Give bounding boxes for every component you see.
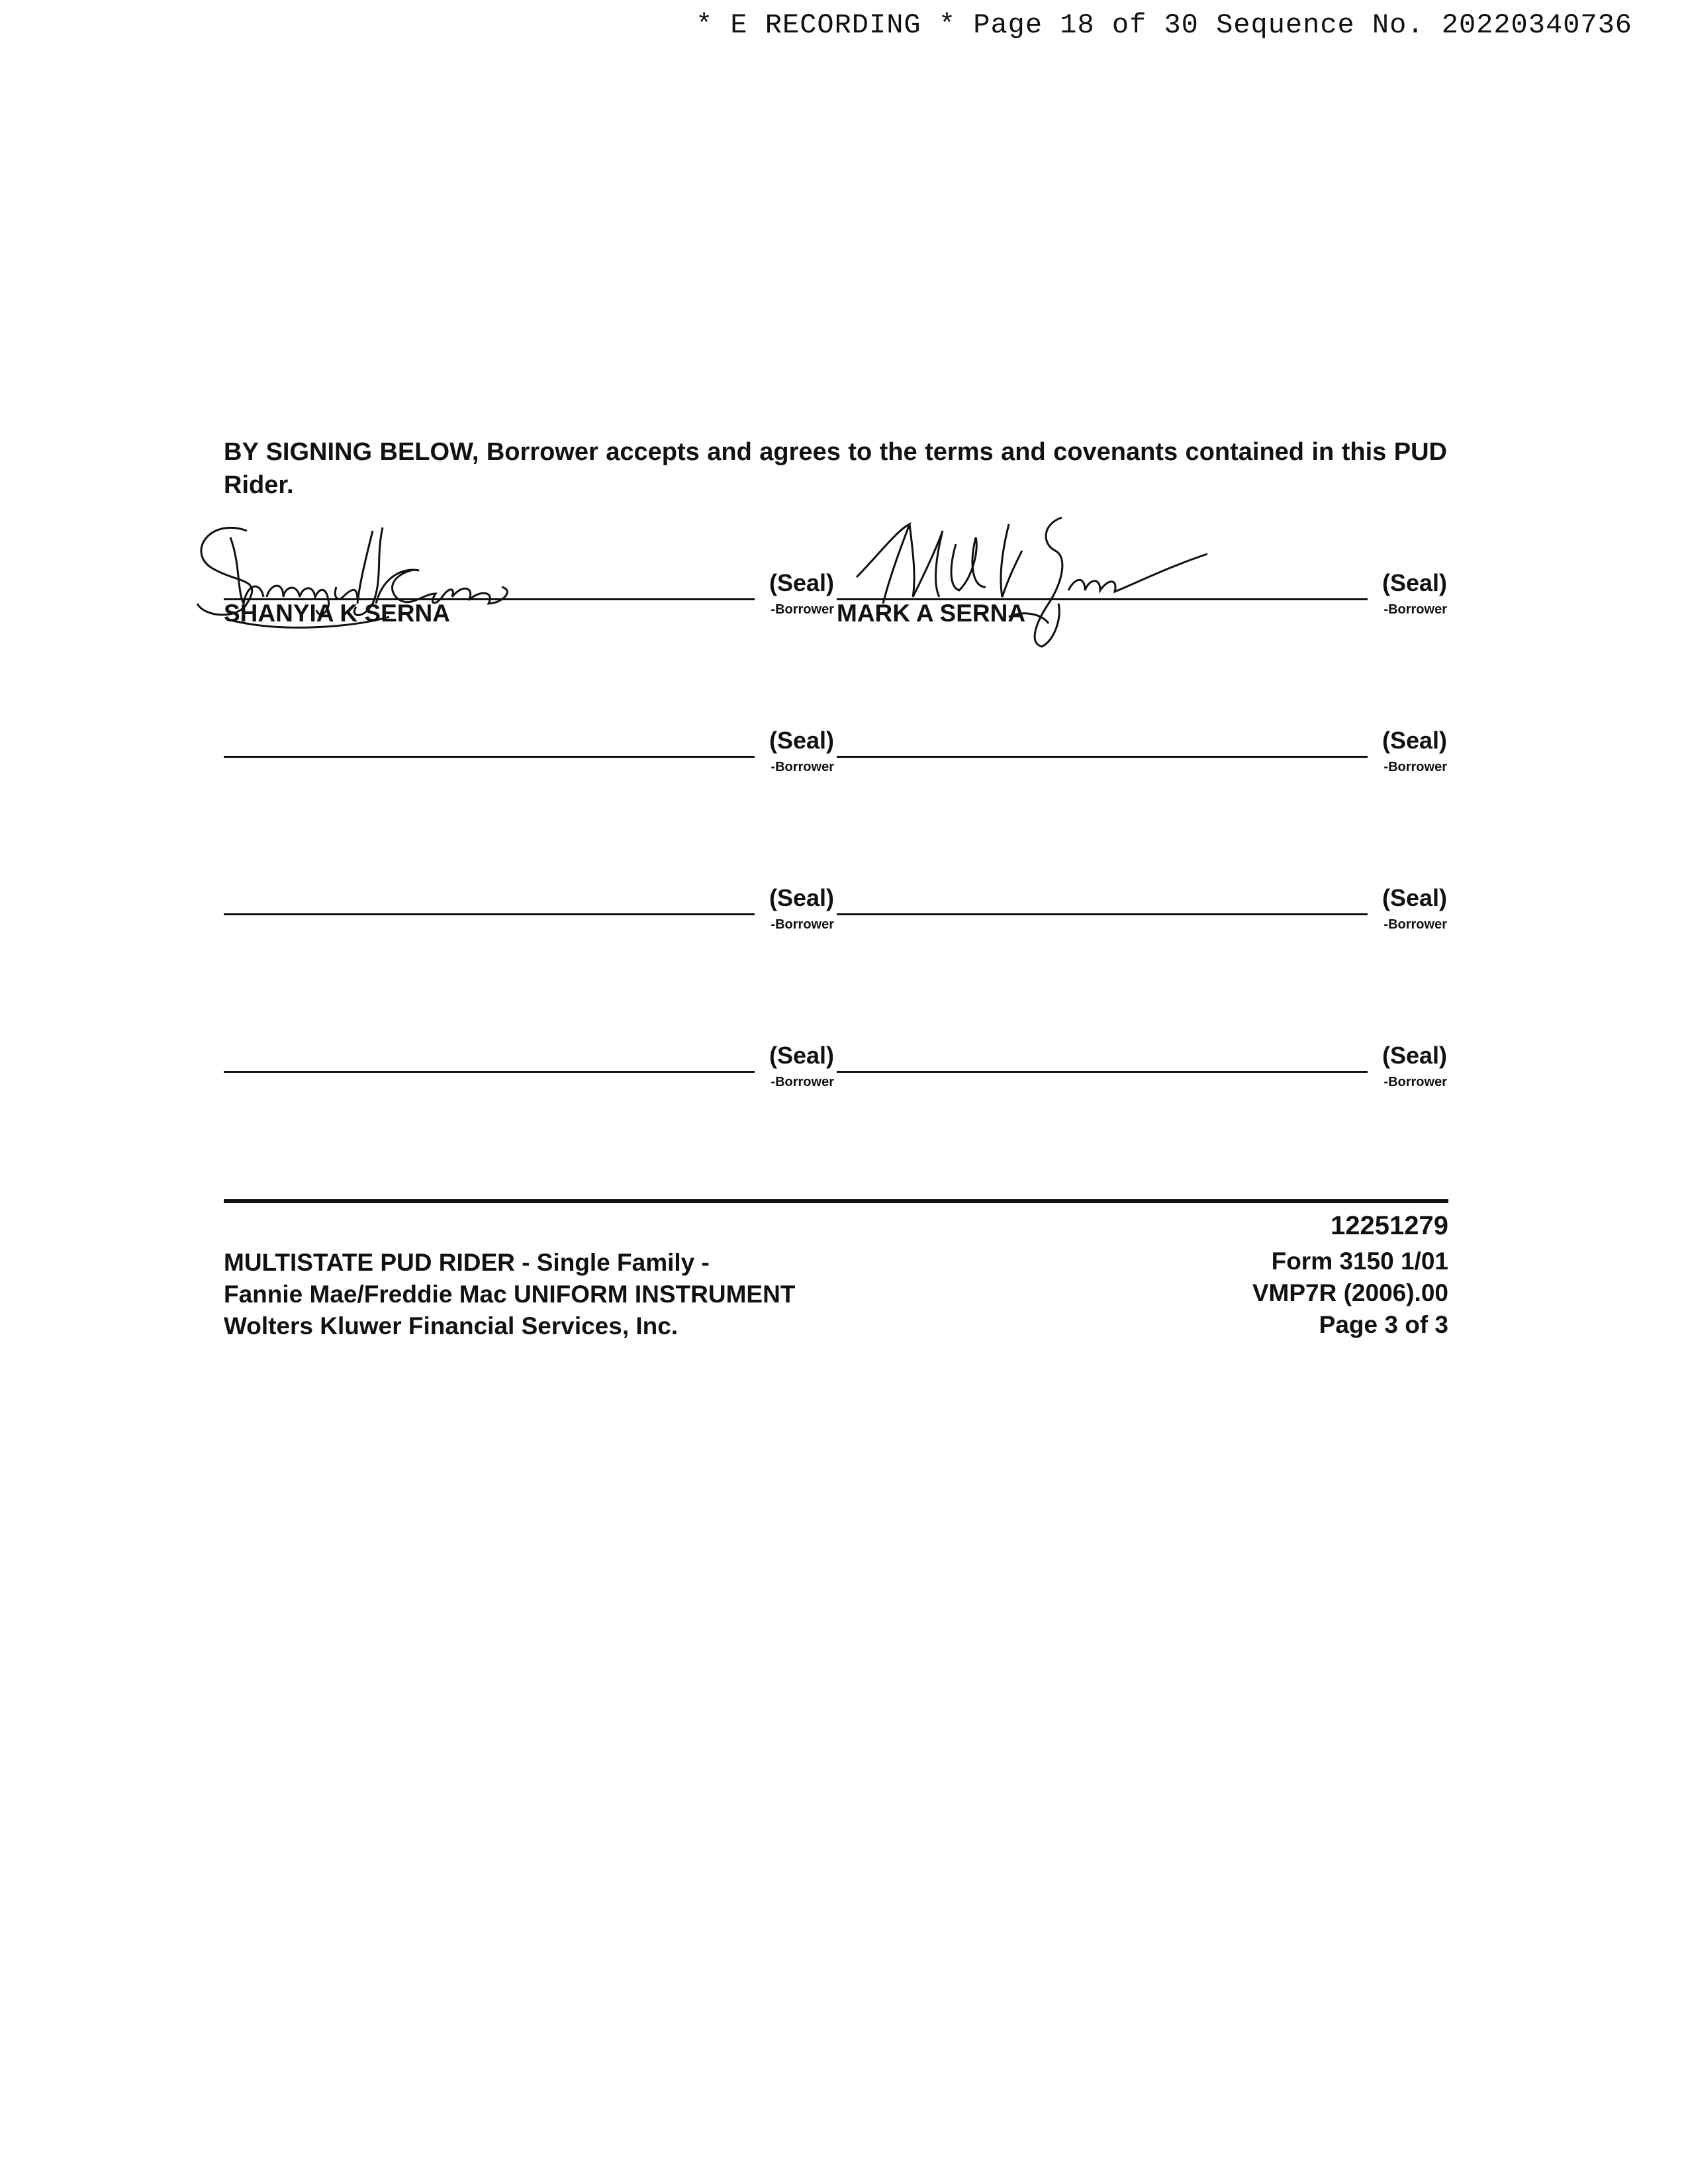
seal-label: (Seal) — [1382, 727, 1447, 754]
seal-label: (Seal) — [1382, 884, 1447, 911]
borrower-label: -Borrower — [771, 917, 834, 932]
signature-block-borrower-7 — [224, 1030, 834, 1109]
seal-label: (Seal) — [769, 1042, 834, 1069]
signature-line — [224, 1071, 755, 1073]
signer-name: MARK A SERNA — [837, 600, 1026, 627]
signature-block-borrower-8 — [837, 1030, 1447, 1109]
signature-block-borrower-1 — [224, 557, 834, 637]
signature-block-borrower-6 — [837, 872, 1447, 952]
seal-label: (Seal) — [769, 884, 834, 911]
seal-label: (Seal) — [1382, 1042, 1447, 1069]
signature-block-borrower-5 — [224, 872, 834, 952]
seal-label: (Seal) — [769, 727, 834, 754]
form-title-line-3: Wolters Kluwer Financial Services, Inc. — [224, 1312, 679, 1340]
page-number: Page 3 of 3 — [1319, 1311, 1448, 1338]
footer-form-title — [224, 1247, 795, 1342]
borrower-label: -Borrower — [771, 760, 834, 774]
signature-line — [837, 756, 1368, 758]
recording-header: * E RECORDING * Page 18 of 30 Sequence No. 20220340736 — [695, 9, 1632, 41]
borrower-label: -Borrower — [1383, 917, 1447, 932]
signer-name: SHANYIA K SERNA — [224, 600, 450, 627]
borrower-label: -Borrower — [771, 602, 834, 617]
form-number: Form 3150 1/01 — [1271, 1248, 1448, 1275]
handwritten-signature — [184, 504, 555, 657]
footer-rule — [224, 1199, 1448, 1203]
signature-line — [837, 913, 1368, 915]
signature-block-borrower-4 — [837, 715, 1447, 794]
form-title-line-1: MULTISTATE PUD RIDER - Single Family - — [224, 1249, 710, 1276]
signature-line — [224, 913, 755, 915]
handwritten-signature — [850, 504, 1247, 663]
seal-label: (Seal) — [1382, 569, 1447, 596]
loan-number: 12251279 — [1331, 1211, 1448, 1240]
borrower-label: -Borrower — [1383, 760, 1447, 774]
signature-block-borrower-3 — [224, 715, 834, 794]
footer-form-info — [1252, 1210, 1448, 1341]
form-title-line-2: Fannie Mae/Freddie Mac UNIFORM INSTRUMENT — [224, 1281, 796, 1308]
vmp-code: VMP7R (2006).00 — [1252, 1279, 1448, 1306]
borrower-label: -Borrower — [1383, 1075, 1447, 1089]
borrower-label: -Borrower — [1383, 602, 1447, 617]
signature-block-borrower-2 — [837, 557, 1447, 637]
signature-line — [837, 1071, 1368, 1073]
borrower-label: -Borrower — [771, 1075, 834, 1089]
signature-line — [224, 756, 755, 758]
signing-statement: BY SIGNING BELOW, Borrower accepts and agrees to the terms and covenants contained in this PUD Rider. — [224, 438, 1447, 499]
seal-label: (Seal) — [769, 569, 834, 596]
